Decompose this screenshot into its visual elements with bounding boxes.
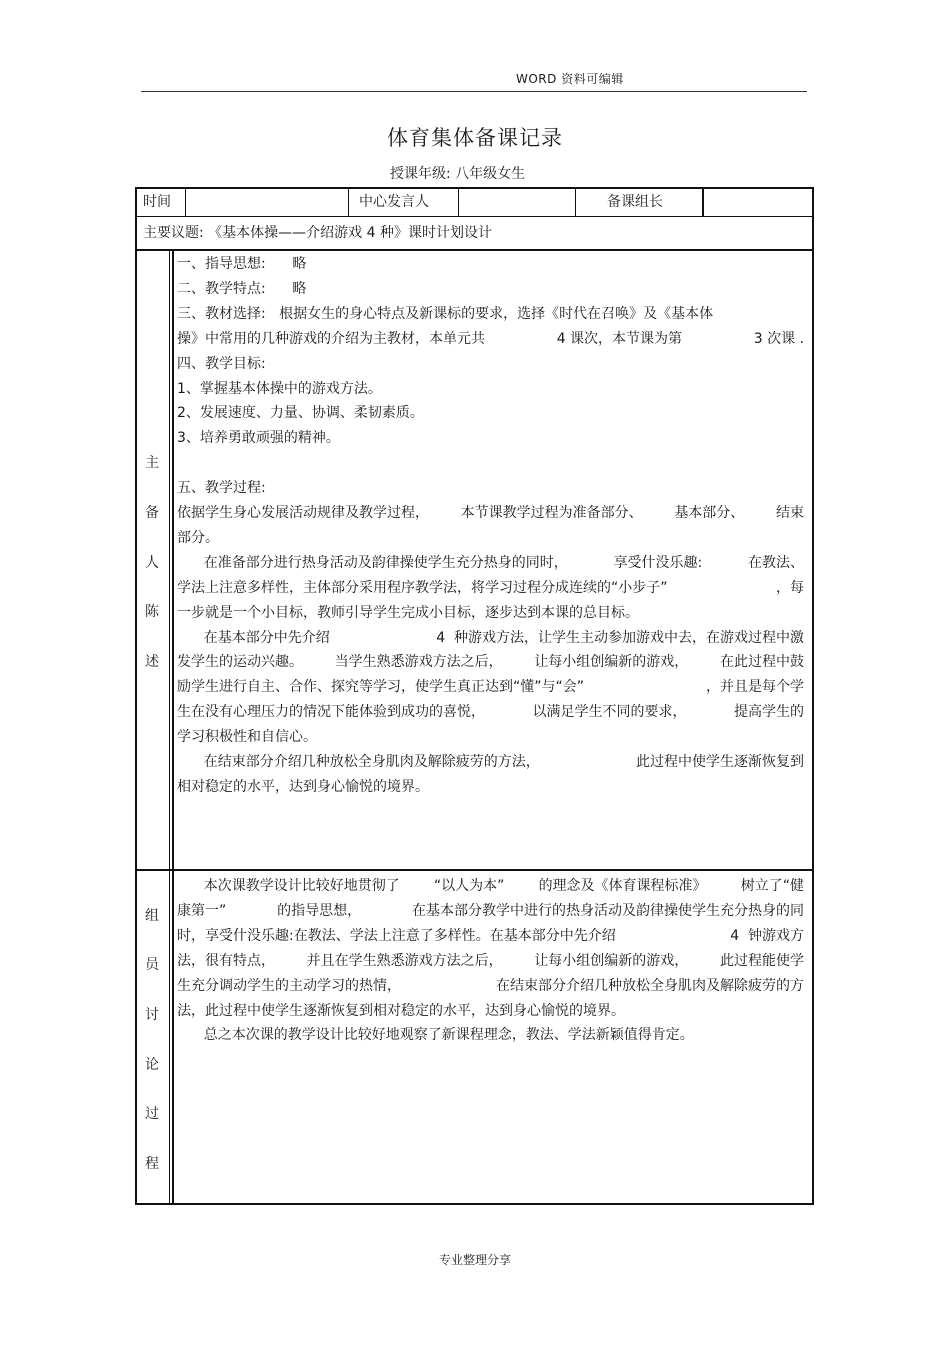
header-rule: [141, 91, 807, 92]
text-segment: 1、掌握基本体操中的游戏方法。: [177, 380, 382, 397]
table-border-bottom: [135, 1203, 814, 1205]
text-line: [177, 304, 804, 324]
text-segment: 当学生熟悉游戏方法之后，: [334, 654, 503, 671]
text-segment: 操》中常用的几种游戏的介绍为主教材，本单元共: [177, 330, 485, 347]
text-line: [177, 1025, 804, 1045]
text-segment: 提高学生的: [734, 704, 804, 721]
topic-text: 主要议题: 《基本体操——介绍游戏 4 种》课时计划设计: [143, 225, 492, 241]
text-segment: 一、指导思想: 略: [177, 256, 307, 272]
text-segment: 一步就是一个小目标，教师引导学生完成小目标，逐步达到本课的总目标。: [177, 604, 639, 621]
table-border-top: [135, 187, 814, 189]
text-segment: 相对稳定的水平，达到身心愉悦的境界。: [177, 778, 429, 795]
text-segment: 在结束部分介绍几种放松全身肌肉及解除疲劳的方法，: [177, 754, 540, 770]
text-segment: 生充分调动学生的主动学习的热情，: [177, 977, 401, 994]
text-line: [177, 603, 804, 623]
text-segment: 4 钟游戏方: [730, 927, 804, 944]
text-segment: 并且在学生熟悉游戏方法之后，: [306, 952, 503, 969]
row-divider-2: [135, 249, 814, 251]
text-segment: 发学生的运动兴趣。: [177, 654, 303, 671]
section-label-char: 述: [145, 654, 159, 670]
section-label-char: 主: [145, 455, 159, 471]
label-column-divider: [169, 250, 170, 1205]
text-segment: 三、教材选择: 根据女生的身心特点及新课标的要求，选择《时代在召唤》及《基本体: [177, 305, 714, 322]
section-label-char: 论: [145, 1057, 159, 1073]
text-line: [177, 528, 804, 548]
text-segment: 4 课次，本节课为第: [556, 330, 683, 347]
text-segment: 法，此过程中使学生逐渐恢复到相对稳定的水平，达到身心愉悦的境界。: [177, 1002, 625, 1019]
text-line: [177, 901, 804, 921]
text-segment: 励学生进行自主、合作、探究等学习，使学生真正达到“懂”与“会”: [177, 679, 585, 696]
text-line: [177, 951, 804, 971]
text-segment: 以满足学生不同的要求，: [532, 704, 687, 721]
text-line: [177, 926, 804, 946]
text-segment: 在此过程中鼓: [719, 654, 804, 671]
lesson-record-table: [135, 187, 814, 1205]
section-label-char: 讨: [145, 1007, 159, 1023]
text-segment: 四、教学目标:: [177, 355, 266, 372]
text-line: [177, 503, 804, 523]
document-title: 体育集体备课记录: [387, 126, 563, 150]
section-label-char: 过: [145, 1106, 159, 1122]
text-segment: 4 种游戏方法，让学生主动参加游戏中去，在游戏过程中激: [436, 629, 804, 646]
text-segment: 的理念及《体育课程标准》: [538, 878, 707, 894]
text-line: [177, 379, 804, 399]
text-segment: 享受什没乐趣:: [613, 554, 703, 571]
text-segment: ，每: [776, 579, 804, 596]
speaker-label: 中心发言人: [359, 194, 429, 210]
text-segment: 让每小组创编新的游戏，: [534, 952, 689, 969]
text-line: [177, 677, 804, 697]
section-label-char: 员: [145, 957, 159, 973]
text-line: [177, 628, 804, 648]
text-segment: 学法上注意多样性，主体部分采用程序教学法，将学习过程分成连续的“小步子”: [177, 579, 668, 596]
text-segment: 时，享受什没乐趣:在教法、学法上注意了多样性。在基本部分中先介绍: [177, 927, 616, 944]
text-segment: 在基本部分中先介绍: [177, 629, 330, 646]
page-header-text: WORD 资料可编辑: [516, 72, 624, 86]
col-divider-time: [185, 187, 186, 217]
text-segment: 五、教学过程:: [177, 480, 266, 497]
text-line: [177, 702, 804, 722]
section-label-char: 组: [145, 908, 159, 924]
text-segment: 本节课教学过程为准备部分、: [460, 505, 643, 521]
section-label-char: 陈: [145, 604, 159, 620]
row-divider-1: [135, 216, 814, 217]
text-segment: 生在没有心理压力的情况下能体验到成功的喜悦，: [177, 704, 485, 721]
text-segment: “以人为本”: [433, 878, 505, 894]
page-footer: 专业整理分享: [438, 1253, 511, 1267]
text-segment: 学习积极性和自信心。: [177, 729, 317, 746]
label-column-divider-inner: [172, 250, 174, 1205]
text-segment: 的指导思想，: [277, 902, 362, 919]
text-line: [177, 478, 804, 498]
text-line: [177, 876, 804, 896]
text-segment: ，并且是每个学: [706, 679, 804, 696]
text-segment: 2、发展速度、力量、协调、柔韧素质。: [177, 405, 424, 422]
text-segment: 此过程能使学: [719, 952, 804, 969]
leader-label: 备课组长: [607, 194, 663, 210]
col-divider-speaker: [348, 187, 349, 217]
text-segment: 康第一”: [177, 902, 227, 919]
text-segment: 在教法、: [747, 554, 804, 571]
text-segment: 在基本部分教学中进行的热身活动及韵律操使学生充分热身的同: [411, 902, 804, 919]
text-segment: 部分。: [177, 529, 219, 546]
text-line: [177, 578, 804, 598]
text-line: [177, 354, 804, 374]
text-line: [177, 403, 804, 423]
text-line: [177, 777, 804, 797]
text-segment: 总之本次课的教学设计比较好地观察了新课程理念，教法、学法新颖值得肯定。: [177, 1027, 694, 1044]
text-segment: 在结束部分介绍几种放松全身肌肉及解除疲劳的方: [496, 977, 804, 994]
time-label: 时间: [143, 194, 171, 210]
text-segment: 结束: [775, 505, 804, 521]
text-line: [177, 453, 804, 473]
col-divider-leader-value: [702, 187, 704, 217]
row-divider-3: [135, 869, 814, 871]
text-line: [177, 652, 804, 672]
text-line: [177, 329, 804, 349]
text-line: [177, 553, 804, 573]
text-segment: 此过程中使学生逐渐恢复到: [636, 754, 804, 770]
text-line: [177, 1001, 804, 1021]
text-segment: 法，很有特点，: [177, 952, 275, 969]
text-line: [177, 976, 804, 996]
grade-subtitle: 授课年级: 八年级女生: [390, 166, 526, 182]
text-line: [177, 254, 804, 274]
text-segment: 基本部分、: [674, 505, 745, 521]
text-segment: 二、教学特点: 略: [177, 280, 307, 297]
text-line: [177, 279, 804, 299]
col-divider-leader: [575, 187, 576, 217]
text-segment: 3 次课 .: [753, 330, 804, 347]
text-segment: 树立了“健: [740, 878, 804, 894]
table-border-left: [135, 187, 137, 1205]
section-label-char: 人: [145, 555, 159, 571]
text-line: [177, 727, 804, 747]
text-segment: 依据学生身心发展活动规律及教学过程，: [177, 505, 429, 521]
section-label-char: 备: [145, 505, 159, 521]
col-divider-speaker-value: [458, 187, 459, 217]
text-segment: 在准备部分进行热身活动及韵律操使学生充分热身的同时，: [177, 554, 568, 571]
text-segment: 让每小组创编新的游戏，: [534, 654, 689, 671]
text-line: [177, 428, 804, 448]
table-border-right: [812, 187, 814, 1205]
text-segment: 3、培养勇敢顽强的精神。: [177, 430, 340, 447]
text-line: [177, 752, 804, 772]
text-segment: 本次课教学设计比较好地贯彻了: [177, 878, 400, 894]
section-label-char: 程: [145, 1156, 159, 1172]
